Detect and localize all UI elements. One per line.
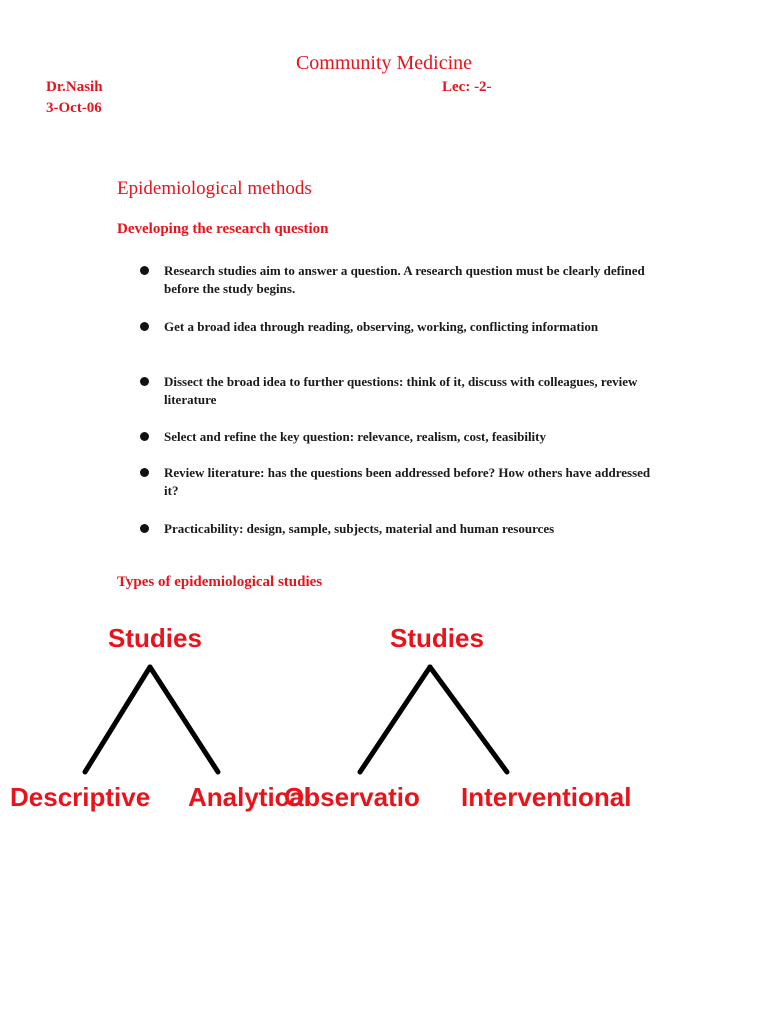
list-item-text: Review literature: has the questions been addressed before? How others have addressed it?: [164, 465, 651, 498]
list-item: [138, 318, 598, 336]
tree-branch-right: [150, 667, 218, 772]
tree-branch-left: [360, 667, 430, 772]
bullet-icon: [140, 524, 149, 533]
tree-root-label: Studies: [390, 623, 484, 653]
bullet-icon: [140, 468, 149, 477]
section-title: Epidemiological methods: [117, 178, 312, 199]
tree-branch-left: [85, 667, 150, 772]
author-name: Dr.Nasih: [46, 79, 103, 95]
list-item: [138, 428, 546, 446]
document-title: Community Medicine: [295, 52, 473, 74]
tree-leaf-label: Observatio: [284, 782, 420, 812]
lecture-date: 3-Oct-06: [46, 100, 102, 116]
section-subtitle: Developing the research question: [117, 221, 329, 237]
list-item: [138, 262, 658, 298]
study-types-title: Types of epidemiological studies: [117, 574, 323, 590]
lecture-number: Lec: -2-: [442, 79, 492, 95]
list-item-text: Research studies aim to answer a question. A research question must be clearly defined before the study begins.: [164, 263, 645, 296]
tree-leaf-label: Descriptive: [10, 782, 151, 812]
bullet-icon: [140, 322, 149, 331]
tree-leaf-label: Analytical: [188, 782, 311, 812]
tree-branch-right: [430, 667, 507, 772]
bullet-icon: [140, 432, 149, 441]
list-item: [138, 464, 658, 500]
list-item-text: Practicability: design, sample, subjects, material and human resources: [164, 521, 555, 536]
list-item-text: Dissect the broad idea to further questions: think of it, discuss with colleagues, review literature: [164, 374, 638, 407]
tree-leaf-label: Interventional: [461, 782, 632, 812]
list-item: [138, 520, 554, 538]
bullet-icon: [140, 377, 149, 386]
bullet-icon: [140, 266, 149, 275]
list-item-text: Select and refine the key question: relevance, realism, cost, feasibility: [164, 429, 547, 444]
list-item: [138, 373, 658, 409]
study-types-diagram: [0, 610, 768, 830]
list-item-text: Get a broad idea through reading, observing, working, conflicting information: [164, 319, 599, 334]
tree-root-label: Studies: [108, 623, 202, 653]
